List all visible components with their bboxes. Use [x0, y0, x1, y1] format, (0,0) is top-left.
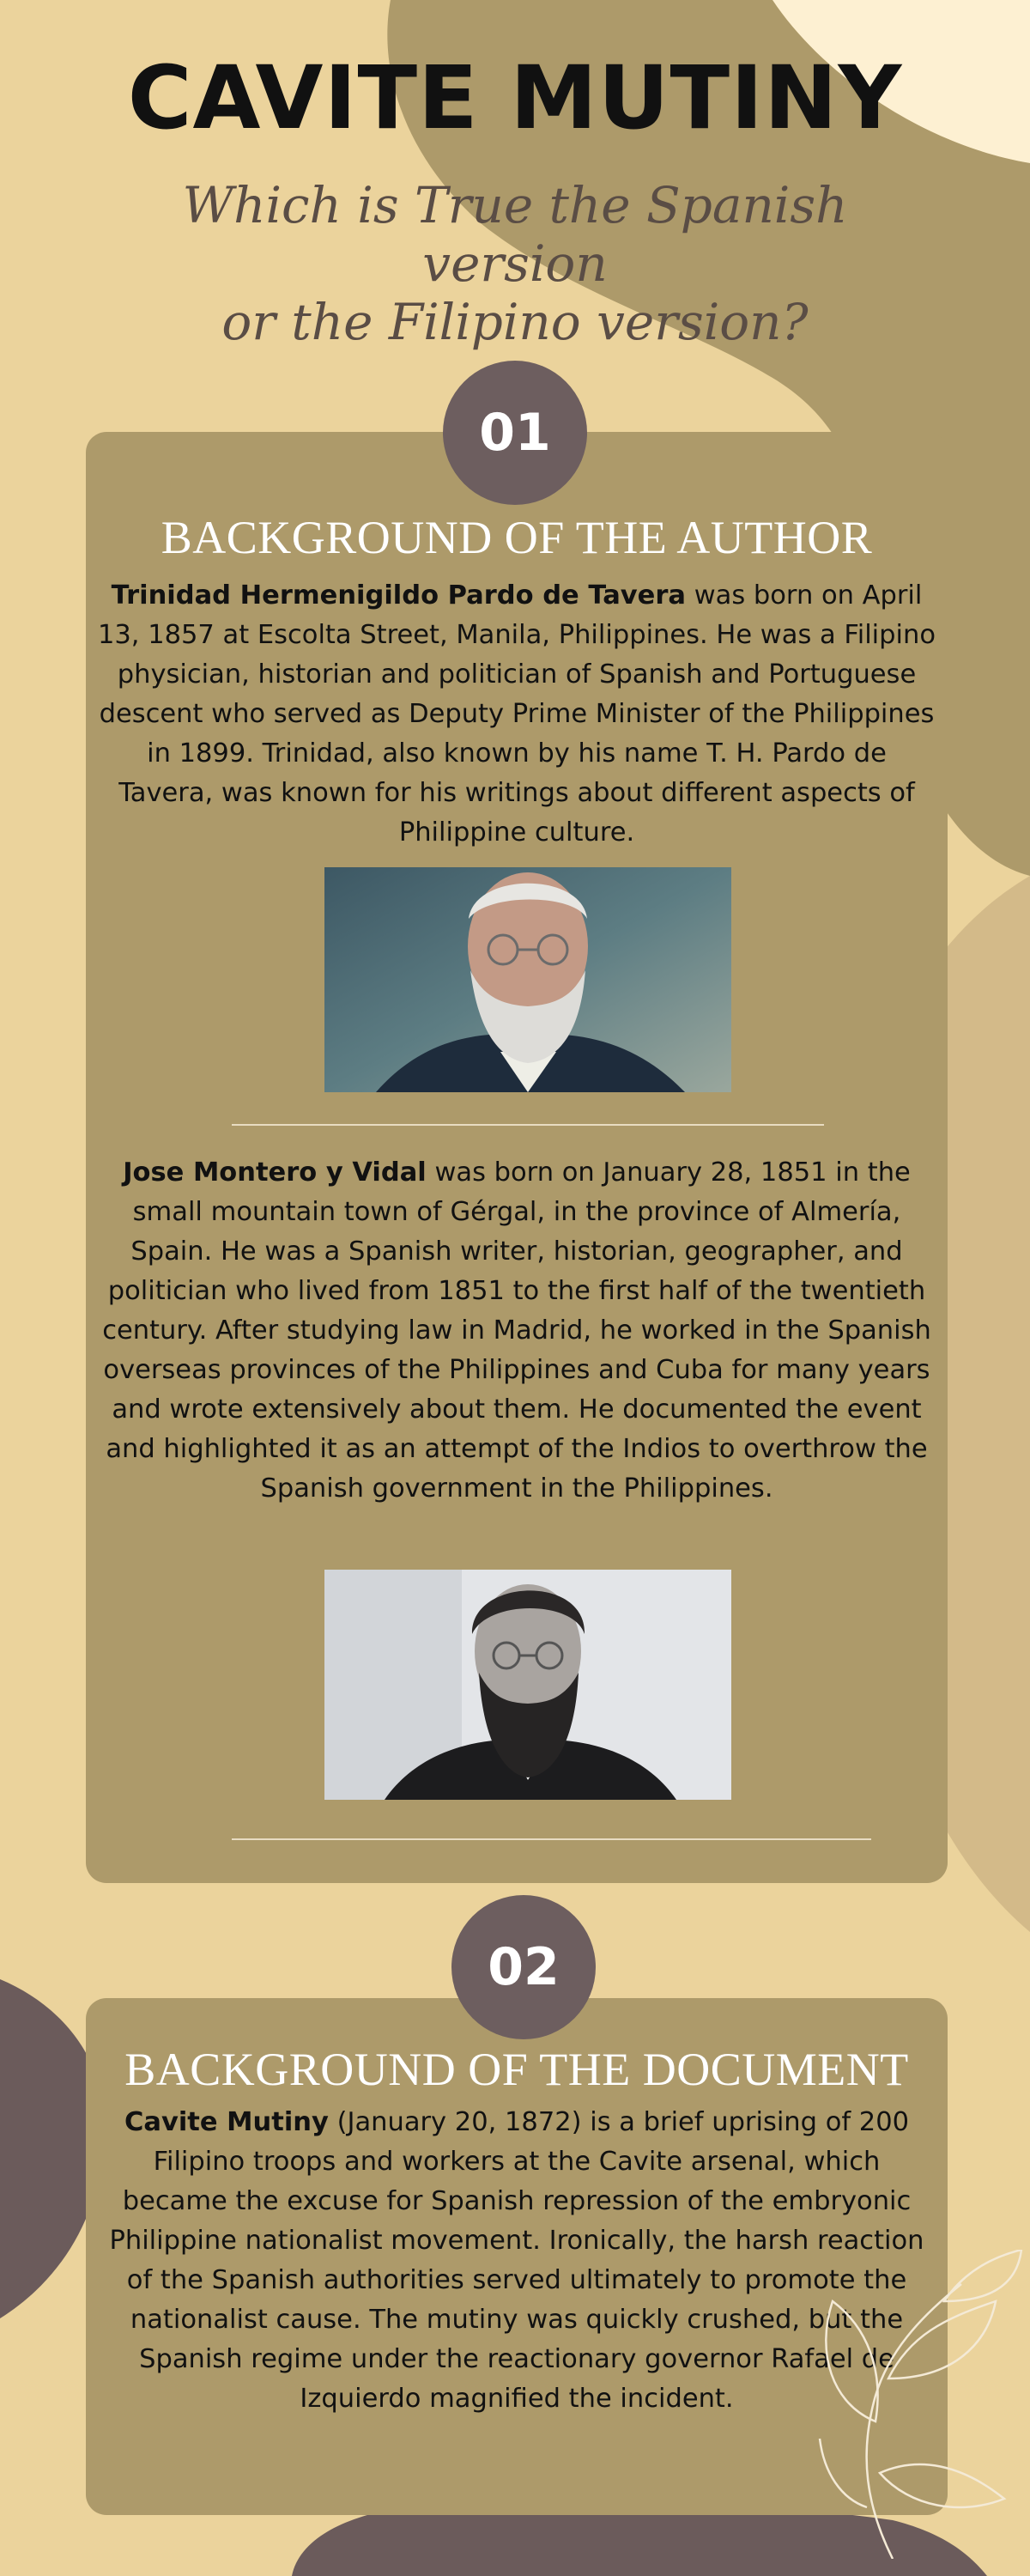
subtitle-line-1: Which is True the Spanish version — [182, 176, 848, 293]
author-background-card — [86, 432, 948, 1883]
cavite-mutiny-text: (January 20, 1872) is a brief uprising of 200 Filipino troops and workers at the Cavite arsenal, which became the excuse for Spanish repression of the embryonic Philippine nationalist movement. Ironically, the harsh reaction of the Spanish authorities served ultimately to promote the nationalist cause. The mutiny was quickly crushed, but the Spanish regime under the reactionary governor Rafael de Izquierdo magnified the incident. — [109, 2107, 924, 2414]
tavera-bio-text: was born on April 13, 1857 at Escolta Street, Manila, Philippines. He was a Filipino physician, historian and politician of Spanish and Portuguese descent who served as Deputy Prime Minister of the Philippines in 1899. Trinidad, also known by his name T. H. Pardo de Tavera, was known for his writings about different aspects of Philippine culture. — [98, 580, 936, 848]
tavera-portrait — [324, 867, 731, 1092]
author-section-heading: BACKGROUND OF THE AUTHOR — [161, 512, 873, 563]
montero-portrait — [324, 1570, 731, 1800]
section-divider-1 — [232, 1124, 824, 1126]
section-1-number-badge: 01 — [443, 361, 587, 505]
section-divider-2 — [232, 1838, 871, 1840]
leaf-outline-decoration — [815, 2250, 1030, 2559]
cavite-mutiny-name: Cavite Mutiny — [124, 2107, 329, 2137]
document-section-heading: BACKGROUND OF THE DOCUMENT — [124, 2044, 909, 2095]
montero-name: Jose Montero y Vidal — [123, 1157, 427, 1188]
section-2-number-badge: 02 — [451, 1895, 596, 2039]
tavera-name: Trinidad Hermenigildo Pardo de Tavera — [111, 580, 686, 611]
page-subtitle — [86, 176, 944, 351]
montero-bio-text: was born on January 28, 1851 in the small mountain town of Gérgal, in the province of Almería, Spain. He was a Spanish writer, historian, geographer, and politician who lived from 1851 to the first half of the twentieth century. After studying law in Madrid, he worked in the Spanish overseas provinces of the Philippines and Cuba for many years and wrote extensively about them. He documented the event and highlighted it as an attempt of the Indios to overthrow the Spanish government in the Philippines. — [102, 1157, 931, 1504]
montero-bio — [98, 1153, 936, 1509]
page-title: CAVITE MUTINY — [127, 47, 903, 149]
tavera-bio — [98, 576, 936, 853]
cavite-mutiny-description — [98, 2103, 936, 2419]
subtitle-line-2: or the Filipino version? — [221, 293, 809, 351]
